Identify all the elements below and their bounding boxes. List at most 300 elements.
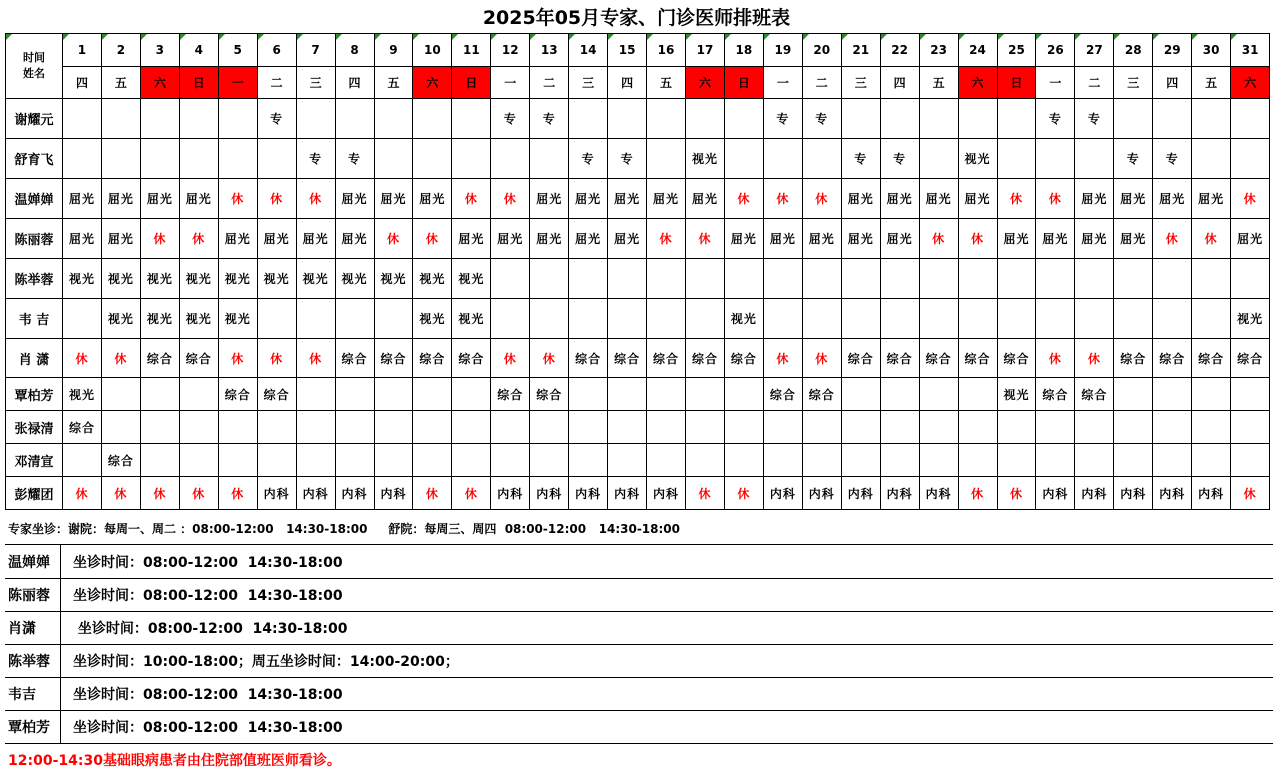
shift-cell (452, 139, 491, 179)
cell-marker-icon (1192, 34, 1198, 40)
shift-cell: 休 (452, 179, 491, 219)
weekday-cell: 日 (997, 67, 1036, 99)
shift-cell: 休 (724, 179, 763, 219)
shift-cell: 视光 (452, 299, 491, 339)
shift-cell: 综合 (218, 378, 257, 411)
day-number-text: 2 (116, 43, 126, 57)
day-number (63, 34, 102, 67)
shift-cell: 内科 (1114, 477, 1153, 510)
shift-cell: 视光 (374, 259, 413, 299)
shift-cell (491, 139, 530, 179)
shift-cell: 屈光 (140, 179, 179, 219)
shift-cell: 专 (1114, 139, 1153, 179)
shift-cell: 屈光 (569, 219, 608, 259)
shift-cell (179, 378, 218, 411)
shift-cell (335, 411, 374, 444)
shift-cell (1075, 299, 1114, 339)
shift-cell: 专 (608, 139, 647, 179)
shift-cell (374, 444, 413, 477)
shift-cell: 休 (1231, 477, 1270, 510)
weekday-cell: 三 (296, 67, 335, 99)
weekday-cell: 四 (608, 67, 647, 99)
table-row (6, 411, 1270, 444)
shift-cell: 休 (763, 179, 802, 219)
cell-marker-icon (452, 34, 458, 40)
clinic-hours-row (5, 578, 1273, 612)
shift-cell: 综合 (997, 339, 1036, 378)
shift-cell: 专 (802, 99, 841, 139)
shift-cell: 综合 (608, 339, 647, 378)
shift-cell: 休 (140, 219, 179, 259)
day-number-text: 4 (194, 43, 203, 57)
day-number (530, 34, 569, 67)
cell-marker-icon (297, 34, 303, 40)
shift-cell: 屈光 (1153, 179, 1192, 219)
shift-cell: 视光 (218, 259, 257, 299)
clinic-hours-row (5, 611, 1273, 645)
shift-cell (63, 444, 102, 477)
day-number (1075, 34, 1114, 67)
shift-cell (101, 99, 140, 139)
shift-cell: 专 (335, 139, 374, 179)
shift-cell: 综合 (724, 339, 763, 378)
shift-cell (647, 299, 686, 339)
cell-marker-icon (842, 34, 848, 40)
shift-cell: 内科 (491, 477, 530, 510)
shift-cell (413, 99, 452, 139)
shift-cell (958, 299, 997, 339)
shift-cell: 专 (1036, 99, 1075, 139)
shift-cell (880, 259, 919, 299)
doctor-name: 谢耀元 (6, 99, 63, 139)
shift-cell (724, 259, 763, 299)
day-number (257, 34, 296, 67)
day-number-text: 6 (272, 43, 281, 57)
shift-cell (919, 378, 958, 411)
cell-marker-icon (725, 34, 731, 40)
weekday-cell: 二 (530, 67, 569, 99)
shift-cell (374, 411, 413, 444)
cell-marker-icon (413, 34, 419, 40)
shift-cell: 休 (686, 477, 725, 510)
shift-cell: 专 (880, 139, 919, 179)
cell-marker-icon (336, 34, 342, 40)
clinic-hours-text: 坐诊时间：08:00-12:00 14:30-18:00 (73, 587, 343, 604)
shift-cell: 休 (1153, 219, 1192, 259)
shift-cell (1192, 444, 1231, 477)
shift-cell (374, 299, 413, 339)
shift-cell (374, 378, 413, 411)
day-number-text: 14 (579, 43, 597, 57)
shift-cell (101, 139, 140, 179)
weekday-cell: 一 (1036, 67, 1075, 99)
shift-cell: 综合 (452, 339, 491, 378)
shift-cell (1231, 259, 1270, 299)
shift-cell (647, 259, 686, 299)
shift-cell (491, 299, 530, 339)
doctor-name: 彭耀团 (6, 477, 63, 510)
day-number (452, 34, 491, 67)
shift-cell (101, 411, 140, 444)
shift-cell: 屈光 (491, 219, 530, 259)
shift-cell (1036, 411, 1075, 444)
day-number-text: 25 (1008, 43, 1025, 57)
shift-cell (413, 378, 452, 411)
day-number (101, 34, 140, 67)
shift-cell (257, 299, 296, 339)
weekday-cell: 三 (841, 67, 880, 99)
shift-cell (296, 99, 335, 139)
shift-cell: 休 (1231, 179, 1270, 219)
shift-cell (997, 99, 1036, 139)
shift-cell (1153, 99, 1192, 139)
shift-cell: 视光 (179, 259, 218, 299)
weekday-cell: 三 (569, 67, 608, 99)
day-number-text: 11 (462, 43, 480, 57)
shift-cell: 屈光 (1075, 179, 1114, 219)
expert-schedule-note: 专家坐诊：谢院：每周一、周二 ：08:00-12:00 14:30-18:00 舒院：每周三、周四 08:00-12:00 14:30-18:00 (8, 522, 680, 536)
shift-cell (374, 99, 413, 139)
shift-cell (530, 444, 569, 477)
shift-cell (608, 444, 647, 477)
shift-cell: 屈光 (997, 219, 1036, 259)
shift-cell: 休 (413, 477, 452, 510)
shift-cell: 专 (1153, 139, 1192, 179)
day-number-text: 30 (1202, 43, 1220, 57)
shift-cell (1036, 444, 1075, 477)
shift-cell (647, 444, 686, 477)
shift-cell (763, 444, 802, 477)
shift-cell: 休 (179, 477, 218, 510)
shift-cell (179, 139, 218, 179)
bottom-note: 12:00-14:30基础眼病患者由住院部值班医师看诊。 (8, 753, 341, 769)
day-number (413, 34, 452, 67)
shift-cell: 休 (218, 179, 257, 219)
weekday-cell: 六 (140, 67, 179, 99)
cell-marker-icon (102, 34, 108, 40)
shift-cell: 屈光 (374, 179, 413, 219)
cell-marker-icon (881, 34, 887, 40)
cell-marker-icon (375, 34, 381, 40)
shift-cell (802, 444, 841, 477)
shift-cell: 内科 (1075, 477, 1114, 510)
shift-cell: 屈光 (1192, 179, 1231, 219)
shift-cell: 视光 (413, 299, 452, 339)
shift-cell: 休 (763, 339, 802, 378)
shift-cell (530, 299, 569, 339)
cell-marker-icon (491, 34, 497, 40)
shift-cell (1192, 378, 1231, 411)
shift-cell (1153, 411, 1192, 444)
shift-cell: 休 (452, 477, 491, 510)
clinic-hours-text: 坐诊时间：10:00-18:00；周五坐诊时间：14:00-20:00； (73, 653, 459, 670)
cell-marker-icon (569, 34, 575, 40)
day-number (335, 34, 374, 67)
cell-marker-icon (1114, 34, 1120, 40)
shift-cell (491, 444, 530, 477)
shift-cell (140, 411, 179, 444)
shift-cell (647, 139, 686, 179)
shift-cell (608, 299, 647, 339)
weekday-cell: 四 (1153, 67, 1192, 99)
shift-cell: 综合 (101, 444, 140, 477)
shift-cell: 屈光 (1231, 219, 1270, 259)
shift-cell: 屈光 (1075, 219, 1114, 259)
clinic-hours-text: 坐诊时间：08:00-12:00 14:30-18:00 (73, 686, 343, 703)
shift-cell: 综合 (1153, 339, 1192, 378)
shift-cell (452, 99, 491, 139)
shift-cell (63, 99, 102, 139)
cell-marker-icon (63, 34, 69, 40)
cell-marker-icon (920, 34, 926, 40)
clinic-hours-row (5, 677, 1273, 711)
shift-cell: 屈光 (179, 179, 218, 219)
day-number (218, 34, 257, 67)
shift-cell (763, 139, 802, 179)
shift-cell (802, 259, 841, 299)
shift-cell: 综合 (802, 378, 841, 411)
shift-cell: 休 (63, 339, 102, 378)
shift-cell (724, 411, 763, 444)
table-row (6, 99, 1270, 139)
shift-cell (413, 444, 452, 477)
shift-cell (997, 299, 1036, 339)
shift-cell: 专 (491, 99, 530, 139)
day-number (569, 34, 608, 67)
shift-cell: 休 (63, 477, 102, 510)
shift-cell: 专 (530, 99, 569, 139)
shift-cell (296, 411, 335, 444)
shift-cell: 视光 (452, 259, 491, 299)
shift-cell: 综合 (140, 339, 179, 378)
shift-cell: 休 (686, 219, 725, 259)
day-number-text: 23 (930, 43, 947, 57)
doctor-name: 韦 吉 (6, 299, 63, 339)
shift-cell (374, 139, 413, 179)
shift-cell: 屈光 (413, 179, 452, 219)
shift-cell (958, 378, 997, 411)
shift-cell: 综合 (569, 339, 608, 378)
shift-cell: 综合 (686, 339, 725, 378)
day-number-text: 15 (618, 43, 636, 57)
shift-cell: 屈光 (257, 219, 296, 259)
table-row (6, 339, 1270, 378)
clinic-hours-row (5, 710, 1273, 744)
shift-cell (724, 378, 763, 411)
weekday-cell: 六 (1231, 67, 1270, 99)
clinic-hours-text: 坐诊时间：08:00-12:00 14:30-18:00 (73, 719, 343, 736)
cell-marker-icon (998, 34, 1004, 40)
shift-cell: 内科 (374, 477, 413, 510)
shift-cell (763, 259, 802, 299)
shift-cell (140, 378, 179, 411)
shift-cell (724, 99, 763, 139)
shift-cell (140, 139, 179, 179)
shift-cell: 休 (919, 219, 958, 259)
cell-marker-icon (530, 34, 536, 40)
shift-cell (569, 378, 608, 411)
shift-cell (880, 444, 919, 477)
shift-cell: 综合 (491, 378, 530, 411)
shift-cell: 视光 (101, 299, 140, 339)
shift-cell: 综合 (763, 378, 802, 411)
shift-cell (841, 444, 880, 477)
shift-cell (1114, 259, 1153, 299)
shift-cell (919, 444, 958, 477)
shift-cell: 休 (997, 179, 1036, 219)
doctor-name: 舒育飞 (6, 139, 63, 179)
shift-cell: 内科 (763, 477, 802, 510)
shift-cell: 屈光 (335, 219, 374, 259)
shift-cell: 视光 (413, 259, 452, 299)
shift-cell: 视光 (1231, 299, 1270, 339)
day-number-text: 18 (735, 43, 753, 57)
shift-cell: 专 (296, 139, 335, 179)
day-number (841, 34, 880, 67)
day-number (686, 34, 725, 67)
shift-cell (218, 411, 257, 444)
shift-cell (1192, 411, 1231, 444)
shift-cell (296, 299, 335, 339)
shift-cell: 休 (491, 179, 530, 219)
weekday-cell: 四 (335, 67, 374, 99)
shift-cell: 屈光 (880, 179, 919, 219)
shift-cell: 屈光 (63, 219, 102, 259)
shift-cell: 视光 (335, 259, 374, 299)
shift-cell (1114, 444, 1153, 477)
shift-cell: 屈光 (763, 219, 802, 259)
table-row (6, 179, 1270, 219)
doctor-name: 温婵婵 (6, 179, 63, 219)
shift-cell: 屈光 (101, 179, 140, 219)
shift-cell (569, 299, 608, 339)
shift-cell (608, 259, 647, 299)
shift-cell: 视光 (101, 259, 140, 299)
shift-cell (608, 378, 647, 411)
shift-cell: 休 (296, 339, 335, 378)
day-number (1231, 34, 1270, 67)
shift-cell: 休 (1075, 339, 1114, 378)
shift-cell: 综合 (1114, 339, 1153, 378)
day-number (140, 34, 179, 67)
shift-cell: 内科 (647, 477, 686, 510)
shift-cell (724, 139, 763, 179)
shift-cell (218, 444, 257, 477)
cell-marker-icon (180, 34, 186, 40)
day-number-text: 9 (389, 43, 398, 57)
shift-cell: 综合 (1192, 339, 1231, 378)
shift-cell: 综合 (880, 339, 919, 378)
shift-cell (257, 411, 296, 444)
clinic-doctor-name: 温婵婵 (5, 545, 61, 578)
page-title: 2025年05月专家、门诊医师排班表 (482, 7, 791, 29)
shift-cell (802, 299, 841, 339)
shift-cell (958, 99, 997, 139)
shift-cell (1153, 299, 1192, 339)
weekday-cell: 三 (1114, 67, 1153, 99)
shift-cell (1231, 444, 1270, 477)
clinic-hours-text: 坐诊时间：08:00-12:00 14:30-18:00 (73, 620, 348, 637)
shift-cell: 屈光 (569, 179, 608, 219)
shift-cell: 视光 (179, 299, 218, 339)
shift-cell (958, 444, 997, 477)
weekday-cell: 一 (763, 67, 802, 99)
shift-cell: 休 (491, 339, 530, 378)
shift-cell: 视光 (257, 259, 296, 299)
shift-cell: 休 (997, 477, 1036, 510)
shift-cell: 休 (101, 339, 140, 378)
shift-cell (919, 411, 958, 444)
weekday-cell: 四 (63, 67, 102, 99)
shift-cell: 屈光 (530, 179, 569, 219)
day-number (958, 34, 997, 67)
cell-marker-icon (6, 34, 12, 40)
shift-cell: 屈光 (530, 219, 569, 259)
shift-cell: 屈光 (335, 179, 374, 219)
shift-cell (335, 444, 374, 477)
shift-cell: 视光 (63, 378, 102, 411)
corner-time-label: 时间 (23, 51, 45, 64)
weekday-cell: 六 (958, 67, 997, 99)
shift-cell: 视光 (140, 259, 179, 299)
day-number (919, 34, 958, 67)
shift-cell (140, 444, 179, 477)
shift-cell: 综合 (919, 339, 958, 378)
weekday-cell: 日 (452, 67, 491, 99)
weekday-cell: 四 (880, 67, 919, 99)
shift-cell: 视光 (958, 139, 997, 179)
table-row (6, 219, 1270, 259)
shift-cell: 综合 (1036, 378, 1075, 411)
corner-name-label: 姓名 (23, 67, 45, 80)
shift-cell: 综合 (335, 339, 374, 378)
shift-cell (997, 139, 1036, 179)
doctor-name: 张禄清 (6, 411, 63, 444)
shift-cell (491, 411, 530, 444)
shift-cell: 内科 (1192, 477, 1231, 510)
day-number-text: 28 (1124, 43, 1142, 57)
shift-cell: 综合 (958, 339, 997, 378)
shift-cell (179, 411, 218, 444)
shift-cell: 休 (218, 339, 257, 378)
table-row (6, 139, 1270, 179)
shift-cell: 视光 (63, 259, 102, 299)
shift-cell: 休 (1036, 339, 1075, 378)
shift-cell (1114, 299, 1153, 339)
shift-cell: 屈光 (647, 179, 686, 219)
shift-cell (1231, 139, 1270, 179)
shift-cell (63, 139, 102, 179)
shift-cell (686, 299, 725, 339)
shift-cell: 内科 (569, 477, 608, 510)
shift-cell (1153, 259, 1192, 299)
shift-cell: 内科 (257, 477, 296, 510)
shift-cell: 屈光 (608, 179, 647, 219)
shift-cell (569, 444, 608, 477)
shift-cell (1153, 444, 1192, 477)
shift-cell: 休 (101, 477, 140, 510)
weekday-cell: 五 (1192, 67, 1231, 99)
shift-cell (569, 99, 608, 139)
day-number-text: 29 (1163, 43, 1181, 57)
clinic-doctor-name: 肖潇 (5, 611, 61, 644)
shift-cell (997, 411, 1036, 444)
shift-cell: 休 (179, 219, 218, 259)
shift-cell (919, 139, 958, 179)
shift-cell (686, 259, 725, 299)
shift-cell (686, 411, 725, 444)
day-number-text: 1 (77, 43, 87, 57)
